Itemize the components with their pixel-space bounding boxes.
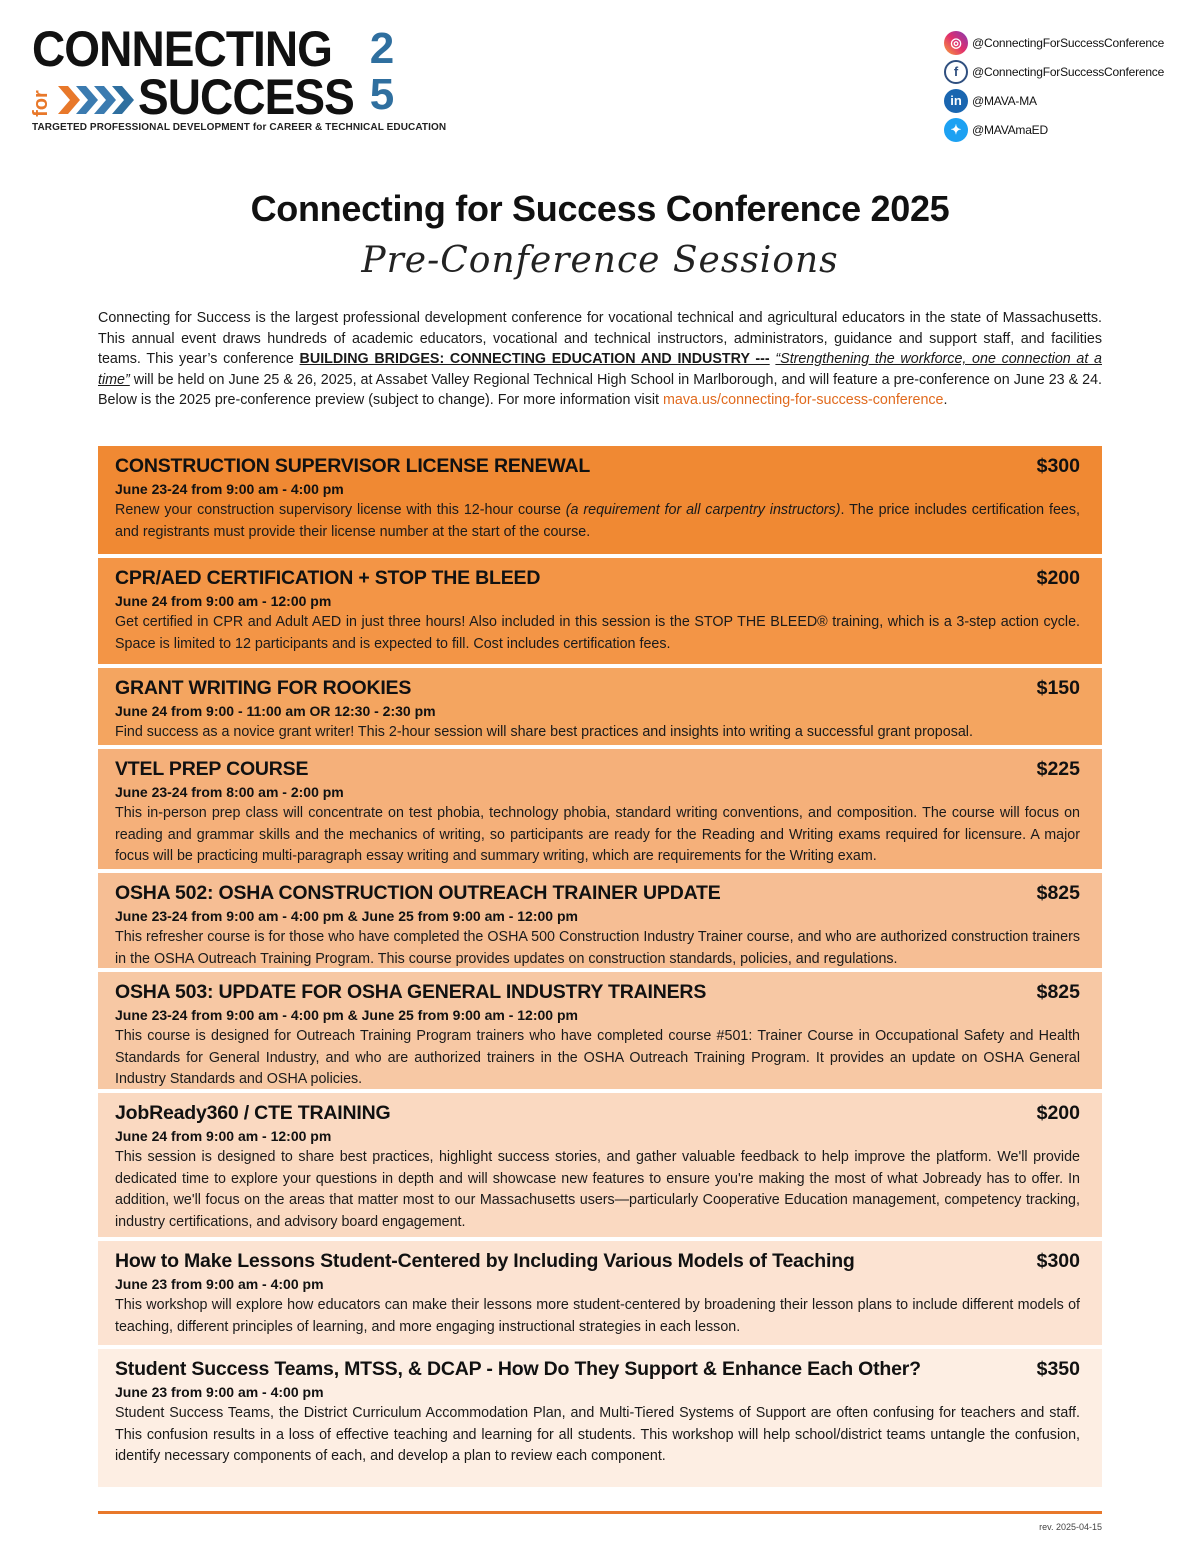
intro-paragraph: Connecting for Success is the largest professional development conference for vocational technical and agricultural educators in the state of Massachusetts. This annual event draws hundreds of academic educators, vocational and technical instructors, administrators, guidance and support staff, and facilities teams. This year’s conference BUILDING BRIDGES: CONNECTING EDUCATION AND INDUSTRY --- “Strengthening the workforce, one connection at a time” will be held on June 25 & 26, 2025, at Assabet Valley Regional Technical High School in Marlborough, and will feature a pre-conference on June 23 & 24. Below is the 2025 pre-conference preview (subject to change). For more information visit mava.us/connecting-for-success-conference. bbox=[98, 310, 1102, 408]
conference-link[interactable]: mava.us/connecting-for-success-conference bbox=[663, 392, 944, 408]
session-title: OSHA 503: UPDATE FOR OSHA GENERAL INDUSTRY TRAINERS bbox=[115, 981, 707, 1003]
session-card bbox=[98, 558, 1102, 664]
session-price: $300 bbox=[1036, 1250, 1080, 1272]
session-date: June 24 from 9:00 am - 12:00 pm bbox=[115, 593, 332, 609]
session-list bbox=[98, 446, 1102, 1491]
session-price: $300 bbox=[1036, 455, 1080, 477]
session-description: Student Success Teams, the District Curriculum Accommodation Plan, and Multi-Tiered Systems of Support are often confusing for teachers and staff. This confusion results in a loss of effective teaching and learning for all students. This workshop will help school/district teams untangle the confusion, identify necessary components of each, and develop a plan to review each component. bbox=[115, 1405, 1080, 1464]
social-linkedin[interactable] bbox=[944, 86, 1184, 115]
page-title: Connecting for Success Conference 2025 bbox=[250, 188, 950, 229]
footer-divider bbox=[98, 1511, 1102, 1514]
session-price: $200 bbox=[1036, 1102, 1080, 1124]
session-description: Get certified in CPR and Adult AED in just three hours! Also included in this session is the STOP THE BLEED® training, which is a 3-step action cycle. Space is limited to 12 participants and is expected to fill. Cost includes certification fees. bbox=[115, 614, 1080, 652]
session-price: $350 bbox=[1036, 1358, 1080, 1380]
session-date: June 23 from 9:00 am - 4:00 pm bbox=[115, 1384, 324, 1400]
conference-motto: “Strengthening the workforce, one connection at a time” bbox=[98, 351, 1102, 388]
session-card bbox=[98, 749, 1102, 869]
session-description: Find success as a novice grant writer! This 2-hour session will share best practices and insights into writing a successful grant proposal. bbox=[115, 724, 973, 740]
session-card bbox=[98, 873, 1102, 968]
session-date: June 23-24 from 9:00 am - 4:00 pm & June 25 from 9:00 am - 12:00 pm bbox=[115, 1007, 578, 1023]
session-price: $825 bbox=[1036, 882, 1080, 904]
logo-tagline: TARGETED PROFESSIONAL DEVELOPMENT for CAREER & TECHNICAL EDUCATION bbox=[32, 122, 447, 133]
session-price: $150 bbox=[1036, 677, 1080, 699]
session-title: JobReady360 / CTE TRAINING bbox=[115, 1102, 391, 1124]
linkedin-handle[interactable]: @MAVA-MA bbox=[972, 93, 1037, 108]
session-card bbox=[98, 972, 1102, 1089]
session-date: June 23 from 9:00 am - 4:00 pm bbox=[115, 1276, 324, 1292]
twitter-handle[interactable]: @MAVAmaED bbox=[972, 122, 1048, 137]
session-card bbox=[98, 1241, 1102, 1345]
social-links bbox=[944, 28, 1184, 144]
session-card bbox=[98, 1093, 1102, 1237]
session-description: This session is designed to share best practices, highlight success stories, and gather valuable feedback to help improve the platform. We'll provide dedicated time to explore your questions in depth and will showcase new features to ensure you're making the most of what Jobready has to offer. In addition, we'll focus on the areas that matter most to our Massachusetts users—particularly Cooperative Education management, competency tracking, industry certifications, and advisory board engagement. bbox=[115, 1149, 1080, 1230]
session-price: $225 bbox=[1036, 758, 1080, 780]
session-title: CONSTRUCTION SUPERVISOR LICENSE RENEWAL bbox=[115, 455, 591, 477]
logo-word-connecting: CONNECTING bbox=[32, 21, 333, 77]
session-description: This course is designed for Outreach Training Program trainers who have completed course #501: Trainer Course in Occupational Safety and Health Standards for General Industry, and who are authorized trainers in the OSHA Outreach Training Program. It provides an update on OSHA General Industry Standards and OSHA policies. bbox=[115, 1028, 1080, 1087]
session-description: Renew your construction supervisory license with this 12-hour course (a requirement for all carpentry instructors). The price includes certification fees, and registrants must provide their license number at the start of the course. bbox=[115, 502, 1080, 540]
chevrons-icon bbox=[58, 82, 138, 118]
session-description: This workshop will explore how educators can make their lessons more student-centered by broadening their lesson plans to include different models of teaching, different principles of learning, and more engaging instructional strategies in each lesson. bbox=[115, 1297, 1080, 1335]
session-date: June 24 from 9:00 am - 12:00 pm bbox=[115, 1128, 332, 1144]
session-description: This refresher course is for those who have completed the OSHA 500 Construction Industry Trainer course, and who are authorized construction trainers in the OSHA Outreach Training Program. This course provides updates on construction standards, policies, and regulations. bbox=[115, 929, 1080, 967]
linkedin-icon: in bbox=[944, 89, 968, 113]
social-instagram[interactable] bbox=[944, 28, 1184, 57]
instagram-handle[interactable]: @ConnectingForSuccessConference bbox=[972, 35, 1165, 50]
session-price: $200 bbox=[1036, 567, 1080, 589]
facebook-icon: f bbox=[944, 60, 968, 84]
session-date: June 23-24 from 9:00 am - 4:00 pm & June 25 from 9:00 am - 12:00 pm bbox=[115, 908, 578, 924]
page-header bbox=[0, 0, 1200, 160]
session-title: GRANT WRITING FOR ROOKIES bbox=[115, 677, 412, 699]
session-date: June 23-24 from 8:00 am - 2:00 pm bbox=[115, 784, 344, 800]
session-title: How to Make Lessons Student-Centered by Including Various Models of Teaching bbox=[115, 1250, 855, 1272]
twitter-icon: ✦ bbox=[944, 118, 968, 142]
session-card bbox=[98, 668, 1102, 745]
session-card bbox=[98, 446, 1102, 554]
session-title: Student Success Teams, MTSS, & DCAP - How Do They Support & Enhance Each Other? bbox=[115, 1358, 921, 1380]
session-title: OSHA 502: OSHA CONSTRUCTION OUTREACH TRAINER UPDATE bbox=[115, 882, 721, 904]
session-title: CPR/AED CERTIFICATION + STOP THE BLEED bbox=[115, 567, 541, 589]
social-twitter[interactable] bbox=[944, 115, 1184, 144]
logo-year: 2 5 bbox=[369, 24, 395, 119]
logo-for-text: for bbox=[29, 90, 52, 117]
session-date: June 24 from 9:00 - 11:00 am OR 12:30 - 2:30 pm bbox=[115, 703, 436, 719]
instagram-icon: ◎ bbox=[944, 31, 968, 55]
session-description: This in-person prep class will concentrate on test phobia, technology phobia, standard writing conventions, and composition. The course will focus on reading and grammar skills and the mechanics of writing, so participants are ready for the Reading and Writing exams required for licensure. A major focus will be practicing multi-paragraph essay writing and summary writing, which are requirements for the Writing exam. bbox=[115, 805, 1080, 864]
session-date: June 23-24 from 9:00 am - 4:00 pm bbox=[115, 481, 344, 497]
page-subtitle: Pre-Conference Sessions bbox=[361, 240, 839, 281]
social-facebook[interactable] bbox=[944, 57, 1184, 86]
revision-date: rev. 2025-04-15 bbox=[1039, 1522, 1102, 1532]
session-price: $825 bbox=[1036, 981, 1080, 1003]
conference-logo bbox=[29, 21, 447, 136]
facebook-handle[interactable]: @ConnectingForSuccessConference bbox=[972, 64, 1165, 79]
logo-word-success: SUCCESS bbox=[138, 69, 354, 125]
session-card bbox=[98, 1349, 1102, 1487]
session-title: VTEL PREP COURSE bbox=[115, 758, 309, 780]
conference-theme: BUILDING BRIDGES: CONNECTING EDUCATION AND INDUSTRY --- bbox=[299, 351, 770, 367]
